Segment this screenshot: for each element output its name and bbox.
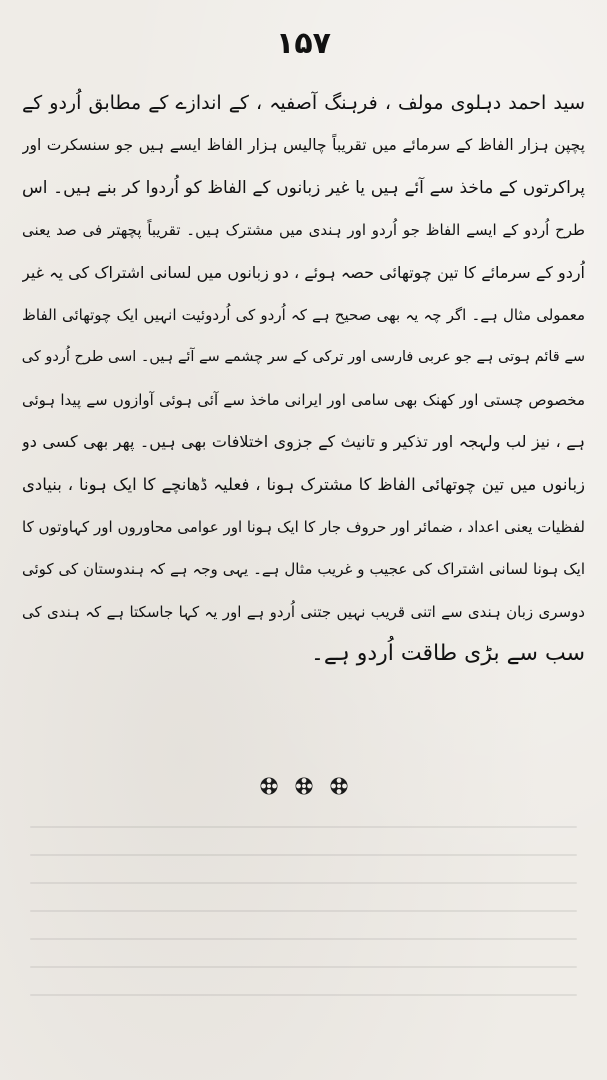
bleed-through-texture bbox=[20, 800, 587, 1070]
text-line: سے قائم ہوتی ہے جو عربی فارسی اور ترکی کے سر چشمے سے آئے ہیں۔ اسی طرح اُردو کی bbox=[22, 349, 585, 366]
flower-ornament-icon bbox=[259, 776, 279, 796]
text-line: پراکرتوں کے ماخذ سے آئے ہیں یا غیر زبانوں کے الفاظ کو اُردوا کر بنے ہیں۔ اس bbox=[22, 177, 585, 198]
text-line: لفظیات یعنی اعداد ، ضمائر اور حروف جار کا ایک ہونا اور عوامی محاوروں اور کہاوتوں کا bbox=[22, 517, 585, 536]
text-line: مخصوص چستی اور کھنک بھی سامی اور ایرانی ماخذ سے آئی ہوئی آوازوں سے پیدا ہوئی bbox=[22, 390, 585, 409]
flower-ornament-icon bbox=[294, 776, 314, 796]
text-line: پچپن ہزار الفاظ کے سرمائے میں تقریباً چالیس ہزار الفاظ ایسے ہیں جو سنسکرت اور bbox=[22, 136, 585, 155]
text-line: زبانوں میں تین چوتھائی الفاظ کا مشترک ہونا ، فعلیہ ڈھانچے کا ایک ہونا ، بنیادی bbox=[22, 474, 585, 494]
flower-ornament-icon bbox=[329, 776, 349, 796]
text-line: ہے ، نیز لب ولہجہ اور تذکیر و تانیث کے جزوی اختلافات بھی ہیں۔ پھر بھی کسی دو bbox=[22, 432, 585, 452]
text-line: سب سے بڑی طاقت اُردو ہے۔ bbox=[311, 641, 585, 667]
body-paragraph bbox=[22, 82, 585, 675]
text-line: اُردو کے سرمائے کا تین چوتھائی حصہ ہوئے ، دو زبانوں میں لسانی اشتراک کی یہ غیر bbox=[22, 262, 585, 282]
text-line: ایک ہونا لسانی اشتراک کی عجیب و غریب مثال ہے۔ یہی وجہ ہے کہ ہندوستان کی کوئی bbox=[22, 560, 585, 579]
section-end-ornament bbox=[0, 776, 607, 802]
text-line: دوسری زبان ہندی سے اتنی قریب نہیں جتنی اُردو ہے اور یہ کہا جاسکتا ہے کہ ہندی کی bbox=[22, 602, 585, 621]
text-line: معمولی مثال ہے۔ اگر چہ یہ بھی صحیح ہے کہ اُردو کی اُردوئیت انہیں ایک چوتھائی الفاظ bbox=[22, 305, 585, 324]
page-number: ۱۵۷ bbox=[276, 26, 331, 61]
text-line: سید احمد دہلوی مولف ، فرہنگ آصفیہ ، کے اندازے کے مطابق اُردو کے bbox=[22, 92, 585, 114]
text-line: طرح اُردو کے ایسے الفاظ جو اُردو اور ہندی میں مشترک ہیں۔ تقریباً پچھتر فی صد یعنی bbox=[22, 221, 585, 240]
